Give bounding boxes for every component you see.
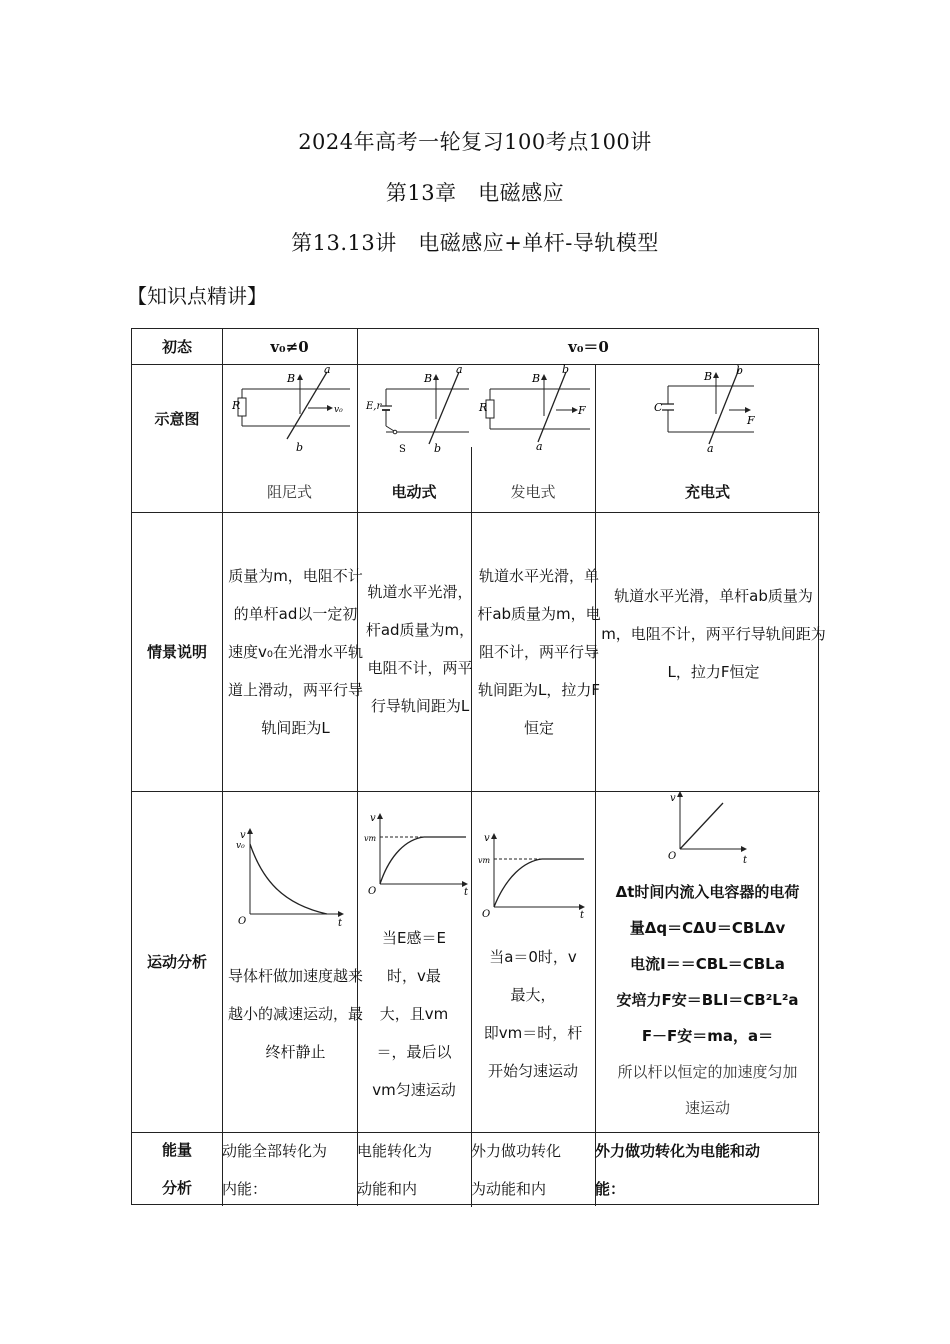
svg-text:B: B bbox=[424, 372, 433, 385]
energy-motor: 电能转化为 动能和内 bbox=[357, 1142, 433, 1198]
label-energy: 能量 分析 bbox=[161, 1141, 192, 1197]
type-generator: 发电式 bbox=[510, 483, 556, 501]
type-damping: 阻尼式 bbox=[266, 483, 312, 501]
header-v0-zero: v₀＝0 bbox=[568, 337, 609, 356]
motor-circuit-diagram bbox=[364, 364, 469, 454]
motion-damping: 导体杆做加速度越来越小的减速运动，最终杆静止 bbox=[228, 967, 364, 1061]
svg-text:O: O bbox=[482, 909, 491, 919]
label-initial-state: 初态 bbox=[161, 337, 192, 356]
type-motor: 电动式 bbox=[391, 483, 437, 501]
svg-text:t: t bbox=[338, 918, 343, 929]
svg-text:B: B bbox=[532, 372, 541, 385]
charging-vt-graph bbox=[665, 791, 755, 866]
lecture-title: 第13.13讲 电磁感应+单杆-导轨模型 bbox=[291, 231, 659, 255]
svg-text:v₀: v₀ bbox=[334, 405, 343, 415]
svg-text:E,r: E,r bbox=[366, 401, 382, 412]
svg-text:b: b bbox=[736, 364, 744, 377]
scenario-damping: 质量为m，电阻不计的单杆ad以一定初速度v₀在光滑水平轨道上滑动，两平行导轨间距为L bbox=[228, 566, 364, 737]
motor-vt-graph bbox=[362, 809, 472, 899]
svg-text:B: B bbox=[287, 372, 296, 385]
svg-text:v: v bbox=[670, 793, 676, 804]
knowledge-table bbox=[131, 328, 826, 1205]
chapter-title: 第13章 电磁感应 bbox=[385, 181, 565, 205]
label-diagram: 示意图 bbox=[154, 410, 200, 428]
motion-generator: 当a＝0时，v 最大， 即vm＝时，杆 开始匀速运动 bbox=[483, 948, 583, 1080]
svg-text:vm: vm bbox=[364, 834, 377, 843]
svg-text:t: t bbox=[743, 855, 748, 866]
svg-text:b: b bbox=[296, 441, 304, 454]
generator-vt-graph bbox=[476, 829, 591, 919]
svg-text:S: S bbox=[399, 444, 406, 454]
scenario-motor: 轨道水平光滑，杆ad质量为m，电阻不计，两平行导轨间距为L bbox=[365, 583, 475, 715]
type-charging: 充电式 bbox=[684, 483, 730, 501]
scenario-generator: 轨道水平光滑，单杆ab质量为m，电阻不计，两平行导轨间距为L，拉力F恒定 bbox=[477, 566, 601, 737]
charging-circuit-diagram bbox=[654, 364, 764, 454]
svg-text:O: O bbox=[238, 916, 247, 927]
svg-text:v: v bbox=[240, 830, 246, 841]
svg-text:R: R bbox=[232, 399, 241, 412]
svg-text:vm: vm bbox=[478, 856, 491, 865]
energy-generator: 外力做功转化 为动能和内 bbox=[471, 1142, 562, 1198]
section-heading: 【知识点精讲】 bbox=[127, 284, 267, 308]
svg-text:B: B bbox=[704, 370, 713, 383]
damping-circuit-diagram bbox=[232, 364, 352, 454]
svg-text:F: F bbox=[747, 414, 755, 427]
label-scenario: 情景说明 bbox=[146, 642, 207, 661]
svg-text:a: a bbox=[707, 442, 714, 454]
svg-text:F: F bbox=[578, 404, 586, 417]
svg-text:b: b bbox=[562, 364, 570, 376]
document-title: 2024年高考一轮复习100考点100讲 bbox=[298, 130, 652, 154]
svg-text:v: v bbox=[484, 833, 490, 844]
svg-text:a: a bbox=[456, 364, 463, 376]
svg-text:t: t bbox=[580, 910, 585, 919]
svg-text:v: v bbox=[370, 813, 376, 824]
svg-text:O: O bbox=[368, 886, 377, 897]
damping-vt-graph bbox=[232, 824, 347, 929]
svg-text:b: b bbox=[434, 442, 442, 454]
energy-charging: 外力做功转化为电能和动 能： bbox=[595, 1142, 761, 1198]
svg-text:t: t bbox=[464, 887, 469, 898]
header-v0-nonzero: v₀≠0 bbox=[270, 337, 309, 356]
svg-text:O: O bbox=[668, 851, 677, 862]
generator-circuit-diagram bbox=[478, 364, 593, 454]
motion-charging: Δt时间内流入电容器的电荷 量Δq＝CΔU＝CBLΔv 电流I＝＝CBL＝CBLa 安培力F安＝BLI＝CB²L²a F－F安＝ma，a＝ 所以杆以恒定的加速度匀加 速运动 bbox=[615, 882, 800, 1117]
scenario-charging: 轨道水平光滑，单杆ab质量为m，电阻不计，两平行导轨间距为L，拉力F恒定 bbox=[601, 587, 826, 681]
svg-text:a: a bbox=[324, 364, 331, 376]
label-motion: 运动分析 bbox=[146, 952, 207, 971]
svg-text:R: R bbox=[479, 401, 488, 414]
svg-text:C: C bbox=[654, 401, 663, 414]
energy-damping: 动能全部转化为 内能： bbox=[222, 1142, 328, 1198]
svg-text:v₀: v₀ bbox=[236, 841, 245, 851]
motion-motor: 当E感＝E 时，v最 大，且vm ＝，最后以 vm匀速运动 bbox=[372, 929, 456, 1099]
svg-text:a: a bbox=[536, 440, 543, 453]
